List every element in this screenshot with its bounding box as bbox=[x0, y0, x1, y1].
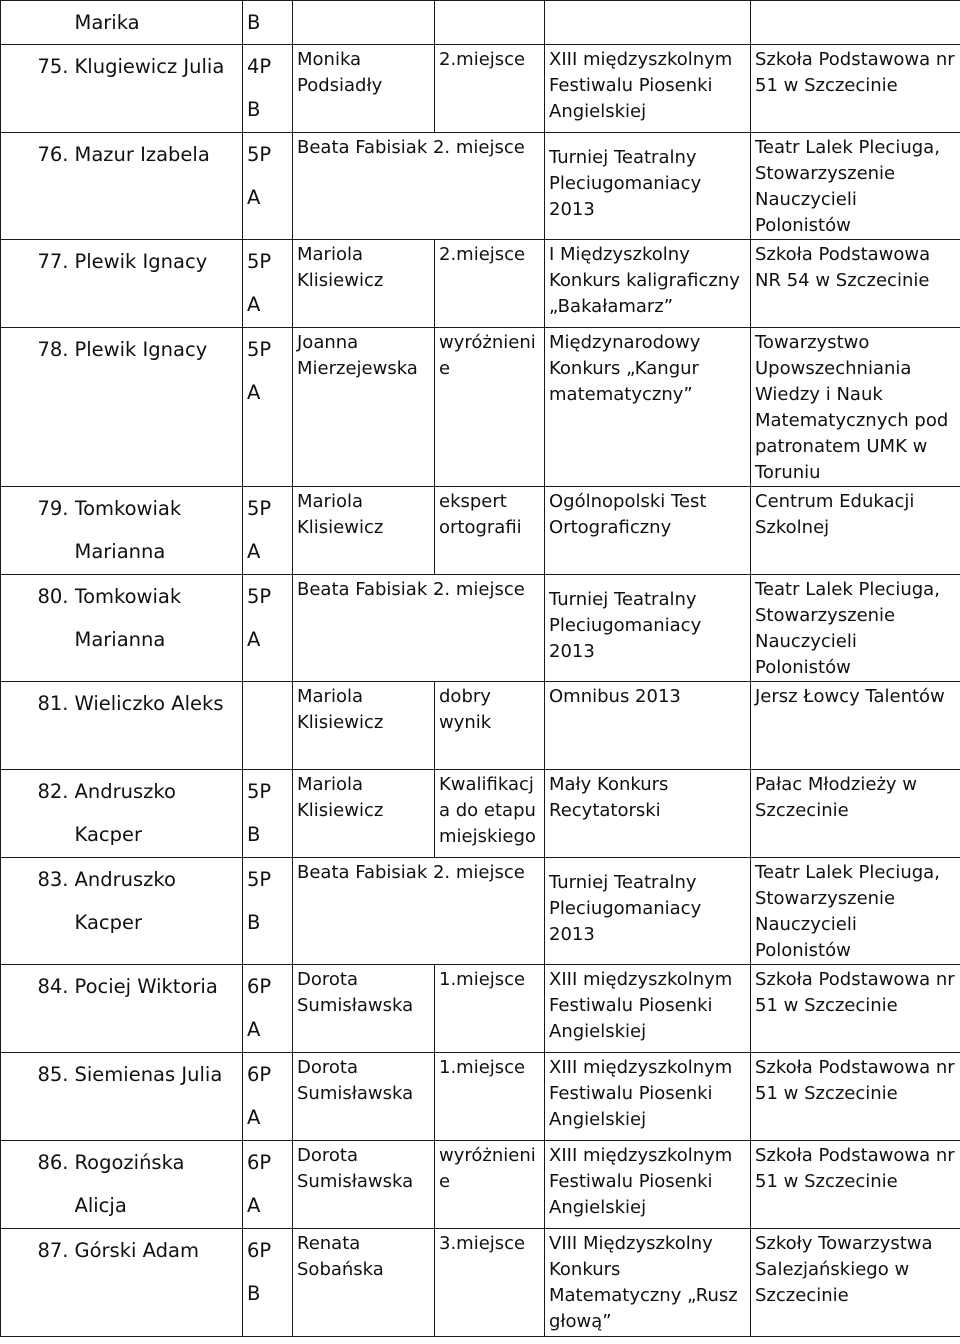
teacher-name: Dorota Sumisławska bbox=[293, 1053, 435, 1141]
student-name: Mazur Izabela bbox=[75, 133, 243, 240]
table-row bbox=[1, 1053, 960, 1141]
contest-name: Międzynarodowy Konkurs „Kangur matematyczny” bbox=[545, 328, 751, 487]
row-number: 85. bbox=[1, 1053, 75, 1141]
student-name: Marika bbox=[75, 1, 243, 45]
student-class: 6P A bbox=[243, 1141, 293, 1229]
teacher-name: Dorota Sumisławska bbox=[293, 965, 435, 1053]
organizer: Szkoła Podstawowa NR 54 w Szczecinie bbox=[751, 240, 960, 328]
table-row bbox=[1, 770, 960, 858]
student-class bbox=[243, 682, 293, 770]
teacher-and-place: Beata Fabisiak 2. miejsce bbox=[293, 575, 545, 682]
student-name: Wieliczko Aleks bbox=[75, 682, 243, 770]
student-class: 6P A bbox=[243, 1053, 293, 1141]
student-name: Rogozińska Alicja bbox=[75, 1141, 243, 1229]
row-number: 87. bbox=[1, 1229, 75, 1337]
row-number: 83. bbox=[1, 858, 75, 965]
table-row bbox=[1, 1229, 960, 1337]
teacher-name: Mariola Klisiewicz bbox=[293, 240, 435, 328]
table-row bbox=[1, 1141, 960, 1229]
student-name: Andruszko Kacper bbox=[75, 770, 243, 858]
student-name: Plewik Ignacy bbox=[75, 240, 243, 328]
table-row bbox=[1, 133, 960, 240]
row-number: 84. bbox=[1, 965, 75, 1053]
teacher-and-place: Beata Fabisiak 2. miejsce bbox=[293, 133, 545, 240]
organizer: Towarzystwo Upowszechniania Wiedzy i Nauk Matematycznych pod patronatem UMK w Toruniu bbox=[751, 328, 960, 487]
teacher-name: Renata Sobańska bbox=[293, 1229, 435, 1337]
contest-name: Turniej Teatralny Pleciugomaniacy 2013 bbox=[545, 575, 751, 682]
organizer: Szkoła Podstawowa nr 51 w Szczecinie bbox=[751, 45, 960, 133]
table-row bbox=[1, 328, 960, 487]
student-name: Tomkowiak Marianna bbox=[75, 487, 243, 575]
student-class: B bbox=[243, 1, 293, 45]
row-number: 79. bbox=[1, 487, 75, 575]
table-row bbox=[1, 575, 960, 682]
row-number: 77. bbox=[1, 240, 75, 328]
student-name: Górski Adam bbox=[75, 1229, 243, 1337]
student-class: 5P A bbox=[243, 328, 293, 487]
contest-name: Ogólnopolski Test Ortograficzny bbox=[545, 487, 751, 575]
contest-name: Turniej Teatralny Pleciugomaniacy 2013 bbox=[545, 133, 751, 240]
student-name: Pociej Wiktoria bbox=[75, 965, 243, 1053]
contest-name: VIII Międzyszkolny Konkurs Matematyczny „Rusz głową” bbox=[545, 1229, 751, 1337]
contest-name: XIII międzyszkolnym Festiwalu Piosenki Angielskiej bbox=[545, 1053, 751, 1141]
table-row bbox=[1, 965, 960, 1053]
student-class: 6P B bbox=[243, 1229, 293, 1337]
teacher-name: Monika Podsiadły bbox=[293, 45, 435, 133]
student-class: 5P B bbox=[243, 858, 293, 965]
teacher-name: Joanna Mierzejewska bbox=[293, 328, 435, 487]
organizer: Pałac Młodzieży w Szczecinie bbox=[751, 770, 960, 858]
organizer: Centrum Edukacji Szkolnej bbox=[751, 487, 960, 575]
organizer: Szkoła Podstawowa nr 51 w Szczecinie bbox=[751, 1141, 960, 1229]
teacher-and-place: Beata Fabisiak 2. miejsce bbox=[293, 858, 545, 965]
student-name: Plewik Ignacy bbox=[75, 328, 243, 487]
row-number: 78. bbox=[1, 328, 75, 487]
organizer: Szkoła Podstawowa nr 51 w Szczecinie bbox=[751, 965, 960, 1053]
teacher-name: Mariola Klisiewicz bbox=[293, 770, 435, 858]
place-result: wyróżnieni e bbox=[435, 1141, 545, 1229]
contest-name: Turniej Teatralny Pleciugomaniacy 2013 bbox=[545, 858, 751, 965]
student-class: 5P A bbox=[243, 575, 293, 682]
table-row bbox=[1, 240, 960, 328]
table-row bbox=[1, 45, 960, 133]
organizer: Jersz Łowcy Talentów bbox=[751, 682, 960, 770]
row-number: 75. bbox=[1, 45, 75, 133]
place-result: 3.miejsce bbox=[435, 1229, 545, 1337]
student-class: 5P B bbox=[243, 770, 293, 858]
place-result: Kwalifikacj a do etapu miejskiego bbox=[435, 770, 545, 858]
contest-name: XIII międzyszkolnym Festiwalu Piosenki Angielskiej bbox=[545, 45, 751, 133]
student-class: 5P A bbox=[243, 240, 293, 328]
student-name: Tomkowiak Marianna bbox=[75, 575, 243, 682]
row-number: 81. bbox=[1, 682, 75, 770]
contest-name: Omnibus 2013 bbox=[545, 682, 751, 770]
table-row bbox=[1, 1, 960, 45]
row-number bbox=[1, 1, 75, 45]
organizer: Teatr Lalek Pleciuga, Stowarzyszenie Nauczycieli Polonistów bbox=[751, 133, 960, 240]
place-result: 2.miejsce bbox=[435, 45, 545, 133]
place-result: 1.miejsce bbox=[435, 1053, 545, 1141]
contest-name: Mały Konkurs Recytatorski bbox=[545, 770, 751, 858]
place-result: ekspert ortografii bbox=[435, 487, 545, 575]
row-number: 86. bbox=[1, 1141, 75, 1229]
student-class: 4P B bbox=[243, 45, 293, 133]
row-number: 80. bbox=[1, 575, 75, 682]
contest-name: XIII międzyszkolnym Festiwalu Piosenki Angielskiej bbox=[545, 965, 751, 1053]
student-class: 6P A bbox=[243, 965, 293, 1053]
student-name: Andruszko Kacper bbox=[75, 858, 243, 965]
table-row bbox=[1, 858, 960, 965]
row-number: 76. bbox=[1, 133, 75, 240]
student-class: 5P A bbox=[243, 133, 293, 240]
contest-name: I Międzyszkolny Konkurs kaligraficzny „Bakałamarz” bbox=[545, 240, 751, 328]
row-number: 82. bbox=[1, 770, 75, 858]
table-row bbox=[1, 682, 960, 770]
organizer: Szkoła Podstawowa nr 51 w Szczecinie bbox=[751, 1053, 960, 1141]
table-row bbox=[1, 487, 960, 575]
teacher-name: Dorota Sumisławska bbox=[293, 1141, 435, 1229]
place-result: wyróżnieni e bbox=[435, 328, 545, 487]
organizer: Teatr Lalek Pleciuga, Stowarzyszenie Nauczycieli Polonistów bbox=[751, 575, 960, 682]
teacher-name: Mariola Klisiewicz bbox=[293, 487, 435, 575]
place-result: dobry wynik bbox=[435, 682, 545, 770]
organizer: Teatr Lalek Pleciuga, Stowarzyszenie Nauczycieli Polonistów bbox=[751, 858, 960, 965]
student-name: Klugiewicz Julia bbox=[75, 45, 243, 133]
student-class: 5P A bbox=[243, 487, 293, 575]
place-result: 2.miejsce bbox=[435, 240, 545, 328]
organizer: Szkoły Towarzystwa Salezjańskiego w Szczecinie bbox=[751, 1229, 960, 1337]
teacher-name: Mariola Klisiewicz bbox=[293, 682, 435, 770]
student-name: Siemienas Julia bbox=[75, 1053, 243, 1141]
place-result: 1.miejsce bbox=[435, 965, 545, 1053]
contest-name: XIII międzyszkolnym Festiwalu Piosenki Angielskiej bbox=[545, 1141, 751, 1229]
